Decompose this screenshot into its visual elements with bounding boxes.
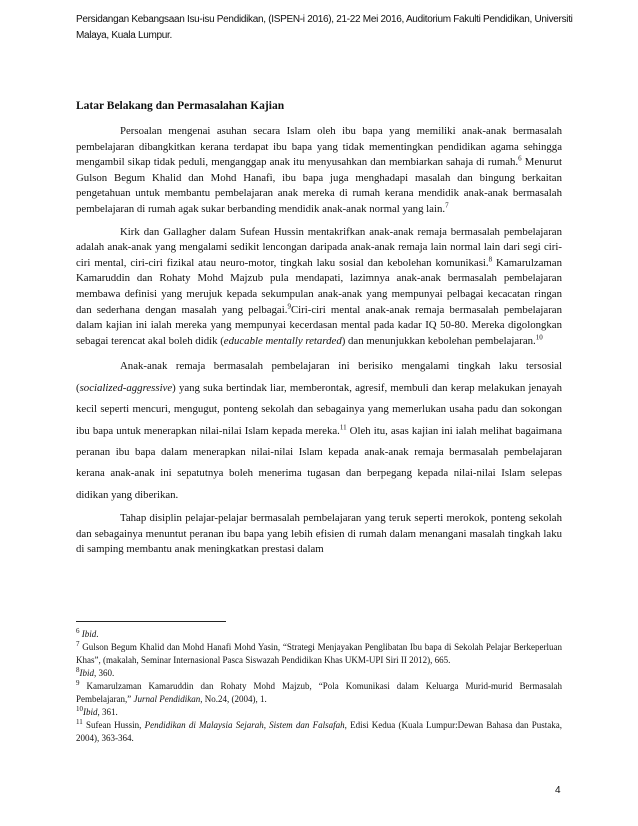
paragraph-2: Kirk dan Gallagher dalam Sufean Hussin mentakrifkan anak-anak remaja bermasalah pembelajaran adalah anak-anak yang mengalami sedikit lencongan daripada anak-anak remaja lain normal lain dari segi ciri-ciri mental, ciri-ciri fizikal atau neuro-motor, tingkah laku sosial dan kebolehan komunikasi.$^8$ Kamarulzaman Kamaruddin dan Rohaty Mohd Majzub pula mendapati, lazimnya anak-anak bermasalah pembelajaran membawa definisi yang merujuk kepada sekumpulan anak-anak yang mempunyai pelbagai kecacatan ringan dan sederhana dengan masalah yang pelbagai.$^9$Ciri-ciri mental anak-anak remaja bermasalah pembelajaran dalam kajian ini ialah mereka yang mempunyai kecerdasan mental pada kadar IQ 50-80. Mereka digolongkan sebagai terencat akal boleh didik (educable mentally retarded) dan menunjukkan kebolehan pembelajaran.$^{10}$ [76,225,562,347]
footnote-11: $^{11}$ Sufean Hussin, Pendidikan di Malaysia Sejarah, Sistem dan Falsafah, Edisi Kedua (Kuala Lumpur:Dewan Bahasa dan Pustaka, 2004), 363-364. [76,718,562,743]
footnote-7: $^7$ Gulson Begum Khalid dan Mohd Hanafi Mohd Yasin, “Strategi Menjayakan Penglibatan Ibu bapa di Sekolah Pelajar Berkeperluan Khas”, (makalah, Seminar Internasional Pasca Siswazah Pendidikan Khas UKM-UPI Siri II 2012), 665. [76,640,562,665]
paragraph-3: Anak-anak remaja bermasalah pembelajaran ini berisiko mengalami tingkah laku tersosial (socialized-aggressive) yang suka bertindak liar, memberontak, agresif, membuli dan kerap melakukan jenayah kecil seperti mencuri, mengugut, ponteng sekolah dan sebagainya yang memerlukan usaha padu dan sokongan ibu bapa untuk menerapkan nilai-nilai Islam kepada mereka.$^{11}$ Oleh itu, asas kajian ini ialah melihat bagaimana peranan ibu bapa dalam menerapkan nilai-nilai Islam kepada anak-anak remaja bermasalah pembelajaran kerana anak-anak ini sepatutnya boleh menerima tugasan dan berpegang kepada nilai-nilai Islam selepas didikan yang diberikan. [76,360,562,501]
footnote-ref-11[interactable]: 11 [339,422,347,431]
paragraph-4: Tahap disiplin pelajar-pelajar bermasalah pembelajaran yang teruk seperti merokok, ponteng sekolah dan sebagainya menuntut peranan ibu bapa yang lebih efisien di rumah dalam menangani masalah tingkah laku di samping membantu anak meningkatkan prestasi dalam [76,512,562,556]
page-number: 4 [555,785,561,796]
body-text [76,124,562,565]
footnote-10: $^{10}$Ibid, 361. [76,705,118,717]
running-header: Persidangan Kebangsaan Isu-isu Pendidikan, (ISPEN-i 2016), 21-22 Mei 2016, Auditorium Fakulti Pendidikan, Universiti Malaya, Kuala Lumpur. [76,14,573,41]
paragraph-1: Persoalan mengenai asuhan secara Islam oleh ibu bapa yang memiliki anak-anak bermasalah pembelajaran dibangkitkan kerana terdapat ibu bapa yang tidak mementingkan pendidikan agama sehingga mengambil sikap tidak peduli, menganggap anak itu menyusahkan dan membiarkan sahaja di rumah.$^6$ Menurut Gulson Begum Khalid dan Mohd Hanafi, ibu bapa juga menghadapi masalah dan bingung berkaitan pengetahuan untuk membantu pembelajaran anak mereka di rumah kerana mendidik anak-anak bermasalah pembelajaran di rumah agak sukar berbanding mendidik anak-anak normal yang lain.$^7$ [76,125,562,215]
footnote-9: $^9$ Kamarulzaman Kamaruddin dan Rohaty Mohd Majzub, “Pola Komunikasi dalam Keluarga Murid-murid Bermasalah Pembelajaran,” Jurnal Pendidikan, No.24, (2004), 1. [76,679,562,704]
footnote-ref-7[interactable]: 7 [445,201,449,210]
footnote-ref-6[interactable]: 6 [518,154,522,163]
footnote-6: $^6$ Ibid. [76,627,99,639]
footnote-ref-8[interactable]: 8 [488,255,493,264]
footnote-8: $^8$Ibid, 360. [76,666,115,678]
footnote-ref-9[interactable]: 9 [287,301,291,310]
footnote-ref-10[interactable]: 10 [535,333,543,342]
section-heading: Latar Belakang dan Permasalahan Kajian [76,100,285,112]
footnote-divider [76,621,226,622]
footnotes [76,628,562,745]
